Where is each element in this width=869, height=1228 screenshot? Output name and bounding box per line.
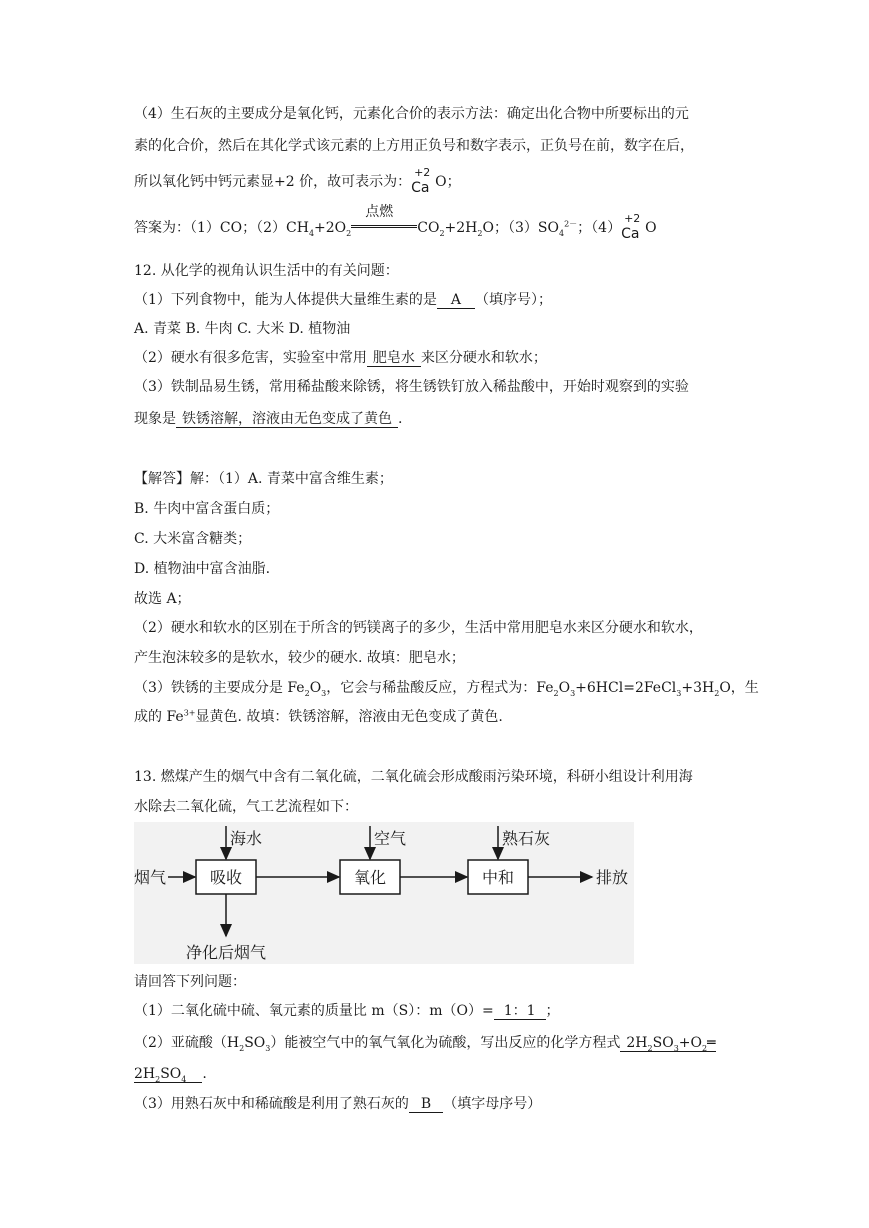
- valence-ca: +2 Ca: [411, 166, 431, 196]
- q13-line5: （2）亚硫酸$(H_2SO_3)$能被空气中的氧气氧化为硫酸，写出反应的化学方程式 $2H_2SO_3+O_2═$: [134, 1035, 716, 1053]
- answer-line: 答案为：（1）CO；$(2)CH_4+2O_2$ 点燃 $CO_2+2H_2O$；$(3)SO_4^{2-}$；（4） +2 Ca O: [134, 204, 657, 242]
- p4-line3: 所以氧化钙中钙元素显+2 价，故可表示为： +2 Ca O；: [134, 166, 461, 196]
- box-absorb-label: 吸收: [209, 868, 243, 887]
- input-air: 空气: [374, 829, 407, 848]
- q12-line1: （1）下列食物中，能为人体提供大量维生素的是 A （填序号）；: [134, 292, 553, 308]
- q12-line4: （3）铁制品易生锈，常用稀盐酸来除锈，将生锈铁钉放入稀盐酸中，开始时观察到的实验: [134, 379, 689, 395]
- q13-line3: 请回答下列问题：: [134, 974, 246, 990]
- q13-line6: $2H_2SO_4$ .: [134, 1066, 207, 1084]
- sol12-line4: D. 植物油中富含油脂.: [134, 561, 271, 577]
- q13-line1: 13. 燃煤产生的烟气中含有二氧化硫，二氧化硫会形成酸雨污染环境，科研小组设计利用海: [134, 769, 693, 785]
- p4-line2: 素的化合价，然后在其化学式该元素的上方用正负号和数字表示，正负号在前，数字在后，: [134, 138, 694, 154]
- input-flue-gas: 烟气: [134, 868, 167, 887]
- input-seawater: 海水: [230, 829, 263, 848]
- box-oxidize-label: 氧化: [353, 868, 387, 887]
- p4-line1: （4）生石灰的主要成分是氧化钙，元素化合价的表示方法：确定出化合物中所要标出的元: [134, 106, 689, 122]
- reaction-arrow: 点燃: [351, 218, 417, 234]
- q12-line5: 现象是 铁锈溶解，溶液由无色变成了黄色 .: [134, 411, 403, 427]
- process-flow-diagram: [134, 822, 634, 964]
- q12-title: 12. 从化学的视角认识生活中的有关问题：: [134, 263, 399, 279]
- sol12-line5: 故选 A；: [134, 591, 191, 607]
- box-neutralize-label: 中和: [481, 868, 515, 887]
- sol12-line7: 产生泡沫较多的是软水，较少的硬水. 故填：肥皂水；: [134, 650, 465, 666]
- output-purified-gas: 净化后烟气: [186, 943, 267, 962]
- sol12-line9: 成的 $Fe^{3+}$显黄色. 故填：铁锈溶解，溶液由无色变成了黄色.: [134, 708, 503, 725]
- sol12-line8: （3）铁锈的主要成分是 $Fe_2O_3$，它会与稀盐酸反应，方程式为：$Fe_2O_3+6HCl=2FeCl_3+3H_2O$，生: [134, 680, 759, 698]
- q13-line4: （1）二氧化硫中硫、氧元素的质量比 m（S）：m（O）= 1：1 ；: [134, 1003, 560, 1019]
- input-slaked-lime: 熟石灰: [502, 829, 551, 848]
- q12-line3: （2）硬水有很多危害，实验室中常用 肥皂水 来区分硬水和软水；: [134, 350, 547, 366]
- q13-line2: 水除去二氧化硫，气工艺流程如下：: [134, 799, 358, 815]
- sol12-line6: （2）硬水和软水的区别在于所含的钙镁离子的多少，生活中常用肥皂水来区分硬水和软水，: [134, 620, 703, 636]
- q13-line7: （3）用熟石灰中和稀硫酸是利用了熟石灰的 B （填字母序号）: [134, 1096, 542, 1112]
- q12-line2: A. 青菜 B. 牛肉 C. 大米 D. 植物油: [134, 321, 351, 337]
- output-discharge: 排放: [596, 868, 629, 887]
- sol12-line2: B. 牛肉中富含蛋白质；: [134, 501, 280, 517]
- sol12-line3: C. 大米富含糖类；: [134, 531, 252, 547]
- valence-ca-answer: +2 Ca: [621, 212, 641, 242]
- sol12-line1: 【解答】解：（1）A. 青菜中富含维生素；: [134, 471, 393, 487]
